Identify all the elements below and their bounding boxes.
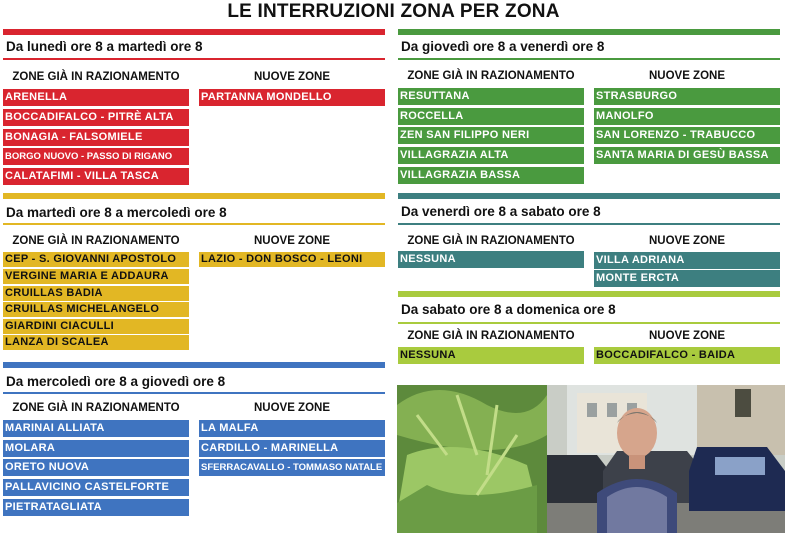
zone-row: MARINAI ALLIATA	[3, 420, 189, 437]
section-wednesday	[3, 362, 385, 522]
header-existing-zones: ZONE GIÀ IN RAZIONAMENTO	[407, 70, 575, 82]
zone-row: ZEN SAN FILIPPO NERI	[398, 127, 584, 144]
section-underline	[3, 392, 385, 394]
section-top-bar	[3, 362, 385, 368]
new-zone-row: MONTE ERCTA	[594, 270, 780, 287]
section-thursday	[398, 29, 780, 187]
zone-row: PALLAVICINO CASTELFORTE	[3, 479, 189, 496]
section-top-bar	[3, 193, 385, 199]
header-new-zones: NUOVE ZONE	[253, 71, 331, 83]
zone-row: GIARDINI CIACULLI	[3, 319, 189, 334]
header-existing-zones: ZONE GIÀ IN RAZIONAMENTO	[12, 235, 180, 247]
new-zone-row: SANTA MARIA DI GESÙ BASSA	[594, 147, 780, 164]
section-top-bar	[398, 291, 780, 297]
header-existing-zones: ZONE GIÀ IN RAZIONAMENTO	[12, 402, 180, 414]
zone-row: NESSUNA	[398, 251, 584, 268]
section-title: Da lunedì ore 8 a martedì ore 8	[6, 39, 203, 54]
new-zone-row: SFERRACAVALLO - TOMMASO NATALE	[199, 459, 385, 476]
zone-row: CEP - S. GIOVANNI APOSTOLO	[3, 252, 189, 267]
section-monday	[3, 29, 385, 187]
header-new-zones: NUOVE ZONE	[648, 235, 726, 247]
header-existing-zones: ZONE GIÀ IN RAZIONAMENTO	[12, 71, 180, 83]
new-zone-row: SAN LORENZO - TRABUCCO	[594, 127, 780, 144]
section-underline	[3, 58, 385, 60]
new-zone-row: MANOLFO	[594, 108, 780, 125]
zone-row: CRUILLAS BADIA	[3, 286, 189, 301]
page-title: LE INTERRUZIONI ZONA PER ZONA	[227, 1, 560, 22]
zone-row: VERGINE MARIA E ADDAURA	[3, 269, 189, 284]
zone-row: ROCCELLA	[398, 108, 584, 125]
section-underline	[398, 223, 780, 225]
section-top-bar	[3, 29, 385, 35]
photo-man-with-cars	[397, 385, 785, 533]
section-saturday	[398, 291, 780, 369]
zone-row: CALATAFIMI - VILLA TASCA	[3, 168, 189, 185]
section-title: Da martedì ore 8 a mercoledì ore 8	[6, 205, 227, 220]
section-title: Da mercoledì ore 8 a giovedì ore 8	[6, 374, 226, 389]
section-title: Da venerdì ore 8 a sabato ore 8	[401, 204, 601, 219]
zone-row: ARENELLA	[3, 89, 189, 106]
section-tuesday	[3, 193, 385, 353]
section-friday	[398, 193, 780, 288]
new-zone-row: STRASBURGO	[594, 88, 780, 105]
header-existing-zones: ZONE GIÀ IN RAZIONAMENTO	[407, 330, 575, 342]
zone-row: NESSUNA	[398, 347, 584, 364]
new-zone-row: VILLA ADRIANA	[594, 252, 780, 269]
section-title: Da sabato ore 8 a domenica ore 8	[401, 302, 616, 317]
header-new-zones: NUOVE ZONE	[648, 330, 726, 342]
zone-row: VILLAGRAZIA BASSA	[398, 167, 584, 184]
header-new-zones: NUOVE ZONE	[648, 70, 726, 82]
new-zone-row: PARTANNA MONDELLO	[199, 89, 385, 106]
header-new-zones: NUOVE ZONE	[253, 235, 331, 247]
zone-row: LANZA DI SCALEA	[3, 335, 189, 350]
section-top-bar	[398, 29, 780, 35]
section-underline	[398, 58, 780, 60]
section-underline	[398, 322, 780, 324]
section-top-bar	[398, 193, 780, 199]
zone-row: BORGO NUOVO - PASSO DI RIGANO	[3, 148, 189, 165]
zone-row: VILLAGRAZIA ALTA	[398, 147, 584, 164]
zone-row: CRUILLAS MICHELANGELO	[3, 302, 189, 317]
new-zone-row: CARDILLO - MARINELLA	[199, 440, 385, 457]
new-zone-row: LAZIO - DON BOSCO - LEONI	[199, 252, 385, 267]
zone-row: MOLARA	[3, 440, 189, 457]
zone-row: RESUTTANA	[398, 88, 584, 105]
new-zone-row: LA MALFA	[199, 420, 385, 437]
section-underline	[3, 223, 385, 225]
header-existing-zones: ZONE GIÀ IN RAZIONAMENTO	[407, 235, 575, 247]
header-new-zones: NUOVE ZONE	[253, 402, 331, 414]
zone-row: ORETO NUOVA	[3, 459, 189, 476]
section-title: Da giovedì ore 8 a venerdì ore 8	[401, 39, 605, 54]
zone-row: BOCCADIFALCO - PITRÈ ALTA	[3, 109, 189, 126]
zone-row: PIETRATAGLIATA	[3, 499, 189, 516]
new-zone-row: BOCCADIFALCO - BAIDA	[594, 347, 780, 364]
zone-row: BONAGIA - FALSOMIELE	[3, 129, 189, 146]
